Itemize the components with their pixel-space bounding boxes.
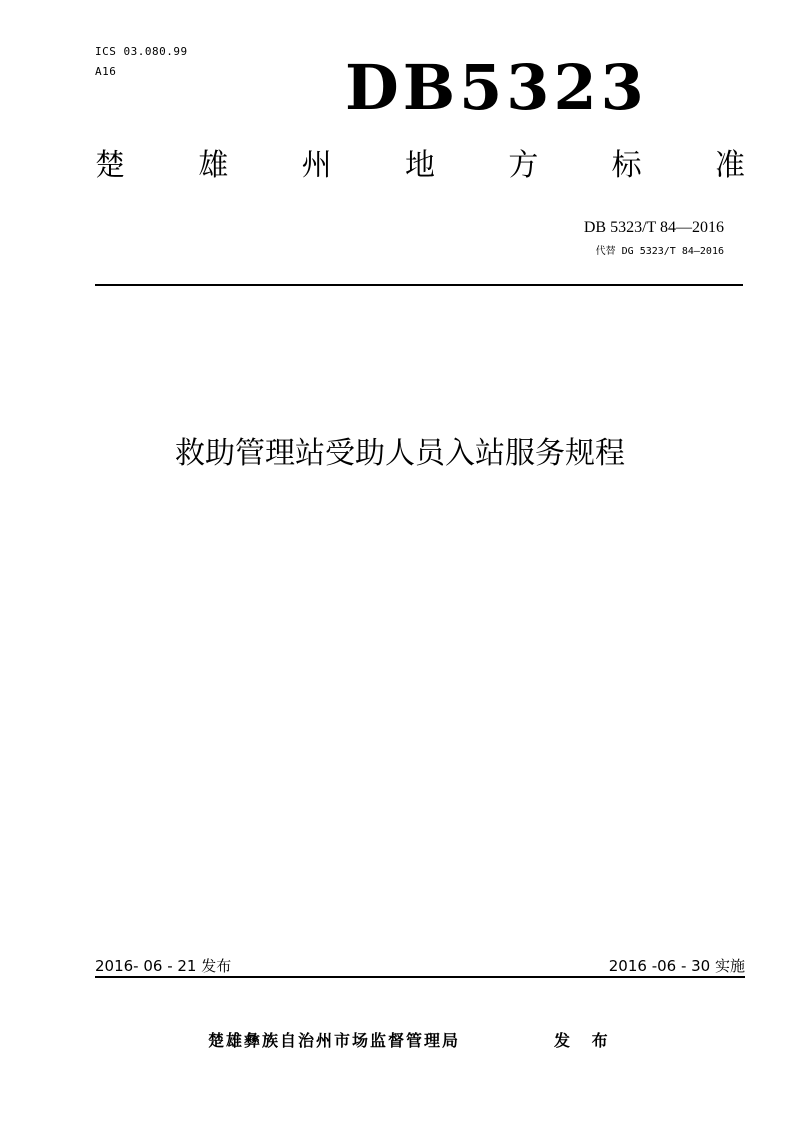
date-row (95, 954, 745, 978)
publish-label: 发 布 (554, 1031, 616, 1050)
footer-divider (95, 976, 745, 978)
classification-codes (95, 42, 188, 82)
replaces-standard: 代替 DG 5323/T 84—2016 (595, 246, 724, 257)
standard-type-char: 标 (611, 148, 642, 183)
issuing-authority: 楚雄彝族自治州市场监督管理局 (208, 1031, 461, 1050)
category-code: A16 (95, 65, 117, 78)
standard-type-char: 地 (404, 148, 435, 183)
standard-type-char: 楚 (95, 148, 125, 183)
document-title: 救助管理站受助人员入站服务规程 (175, 436, 625, 471)
implement-date: 2016 -06 - 30 实施 (608, 957, 745, 975)
standard-type-char: 准 (714, 148, 745, 183)
db-logo: DB5323 (345, 51, 648, 124)
standard-number: DB 5323/T 84—2016 (583, 219, 724, 236)
standard-type-char: 雄 (198, 148, 229, 183)
publish-date: 2016- 06 - 21 发布 (95, 957, 232, 975)
standard-type-char: 州 (301, 148, 332, 183)
ics-code: ICS 03.080.99 (95, 45, 188, 58)
header-divider (95, 284, 743, 286)
standard-type-char: 方 (508, 148, 539, 183)
standard-type-heading (95, 142, 745, 190)
